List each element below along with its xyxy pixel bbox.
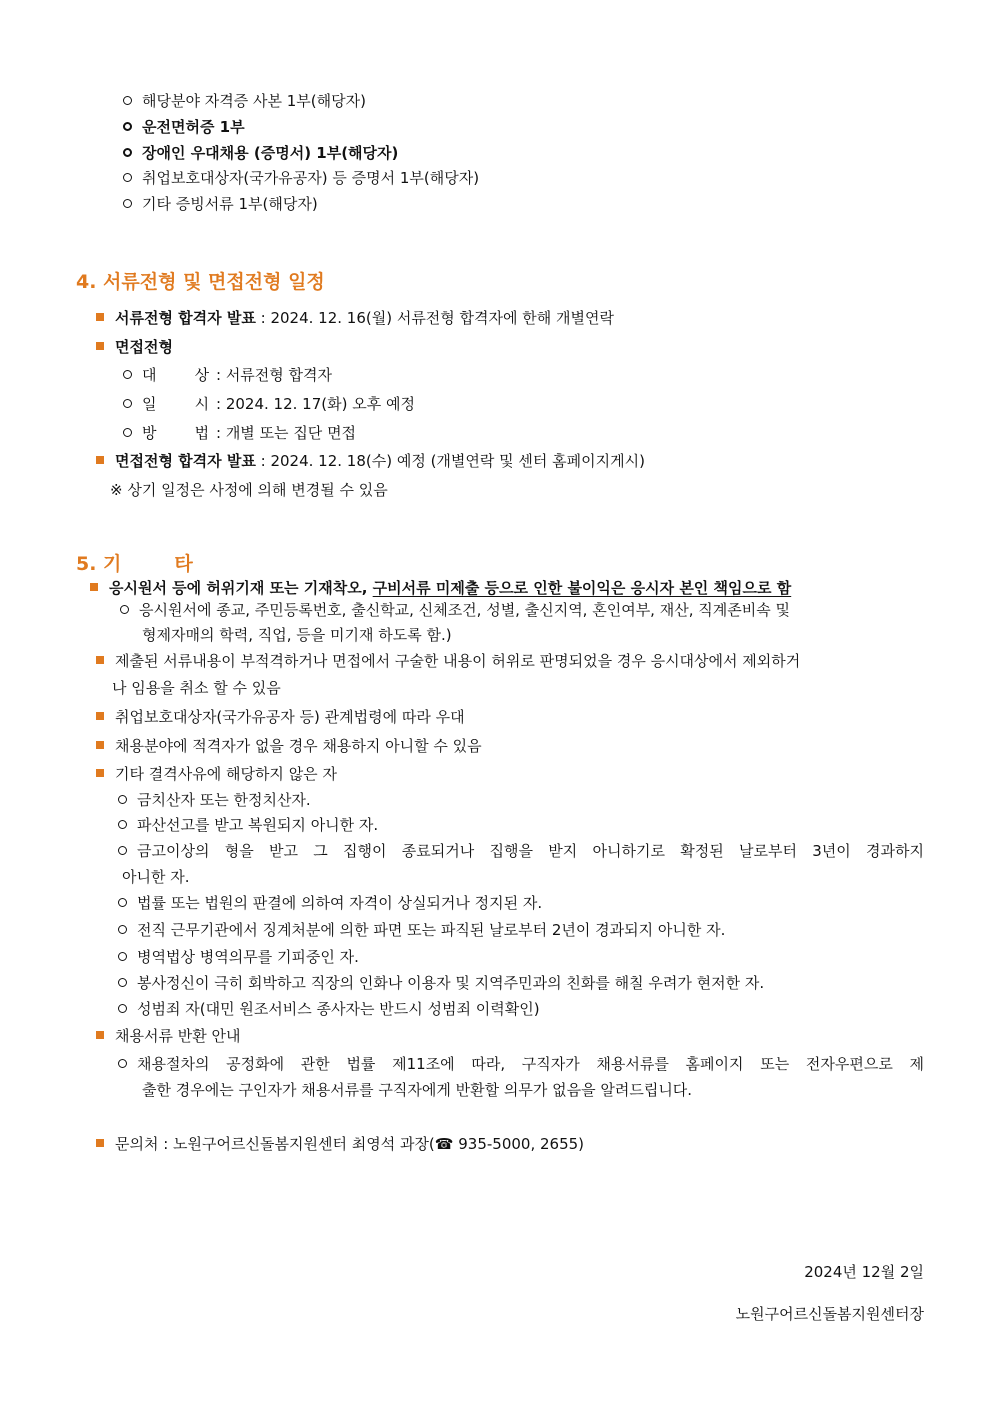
disq-item: 파산선고를 받고 복원되지 아니한 자.: [118, 815, 378, 835]
submitted-line2: 나 임용을 취소 할 수 있음: [112, 679, 281, 697]
circle-bullet-icon: [118, 898, 127, 907]
circle-bullet-icon: [118, 1004, 127, 1013]
interview-date: 일 시 : 2024. 12. 17(화) 오후 예정: [123, 394, 415, 414]
square-bullet-icon: [96, 712, 104, 720]
disq-item: 병역법상 병역의무를 기피중인 자.: [118, 947, 359, 967]
circle-bullet-icon: [118, 846, 127, 855]
doc-item-veteran-cert: 취업보호대상자(국가유공자) 등 증명서 1부(해당자): [123, 168, 479, 188]
return-docs-line1: 채용절차의 공정화에 관한 법률 제11조에 따라, 구직자가 채용서류를 홈페이지 또는 전자우편으로 제: [118, 1054, 924, 1074]
square-bullet-icon: [96, 741, 104, 749]
circle-bullet-icon: [123, 399, 132, 408]
phone-icon: ☎: [434, 1135, 454, 1153]
square-bullet-icon: [96, 656, 104, 664]
disq-item-continued: 아니한 자.: [122, 868, 190, 886]
disqualification-title: 기타 결격사유에 해당하지 않은 자: [96, 764, 337, 784]
circle-bullet-icon: [118, 1059, 127, 1068]
disq-item: 성범죄 자(대민 원조서비스 종사자는 반드시 성범죄 이력확인): [118, 999, 540, 1019]
issue-date: 2024년 12월 2일: [804, 1263, 924, 1281]
circle-bullet-icon: [118, 925, 127, 934]
veterans-line: 취업보호대상자(국가유공자 등) 관계법령에 따라 우대: [96, 707, 465, 727]
square-bullet-icon: [90, 583, 98, 591]
circle-bullet-icon: [123, 122, 132, 131]
doc-item-other-proof: 기타 증빙서류 1부(해당자): [123, 194, 318, 214]
doc-item-driver-license: 운전면허증 1부: [123, 117, 245, 137]
interview-heading: 면접전형: [96, 337, 173, 357]
circle-bullet-icon: [118, 795, 127, 804]
doc-result-line: 서류전형 합격자 발표 : 2024. 12. 16(월) 서류전형 합격자에 한해 개별연락: [96, 308, 614, 328]
false-info-sub-line1: 응시원서에 종교, 주민등록번호, 출신학교, 신체조건, 성별, 출신지역, 혼인여부, 재산, 직계존비속 및: [120, 600, 790, 620]
circle-bullet-icon: [118, 952, 127, 961]
schedule-note: ※ 상기 일정은 사정에 의해 변경될 수 있음: [110, 481, 388, 499]
circle-bullet-icon: [120, 605, 129, 614]
disq-item: 금고이상의 형을 받고 그 집행이 종료되거나 집행을 받지 아니하기로 확정된 날로부터 3년이 경과하지: [118, 841, 924, 861]
return-docs-line2: 출한 경우에는 구인자가 채용서류를 구직자에게 반환할 의무가 없음을 알려드립니다.: [142, 1081, 693, 1099]
submitted-line1: 제출된 서류내용이 부적격하거나 면접에서 구술한 내용이 허위로 판명되었을 경우 응시대상에서 제외하거: [96, 651, 800, 671]
doc-item-disability-cert: 장애인 우대채용 (증명서) 1부(해당자): [123, 143, 398, 163]
disq-item: 법률 또는 법원의 판결에 의하여 자격이 상실되거나 정지된 자.: [118, 893, 542, 913]
square-bullet-icon: [96, 769, 104, 777]
circle-bullet-icon: [118, 978, 127, 987]
square-bullet-icon: [96, 313, 104, 321]
return-docs-title: 채용서류 반환 안내: [96, 1026, 240, 1046]
circle-bullet-icon: [123, 370, 132, 379]
disq-item: 봉사정신이 극히 회박하고 직장의 인화나 이용자 및 지역주민과의 친화를 해칠 우려가 현저한 자.: [118, 973, 764, 993]
circle-bullet-icon: [123, 199, 132, 208]
disq-item: 전직 근무기관에서 징계처분에 의한 파면 또는 파직된 날로부터 2년이 경과되지 아니한 자.: [118, 920, 725, 940]
false-info-line: 응시원서 등에 허위기재 또는 기재착오, 구비서류 미제출 등으로 인한 불이익은 응시자 본인 책임으로 함: [90, 578, 791, 598]
final-result-line: 면접전형 합격자 발표 : 2024. 12. 18(수) 예정 (개별연락 및 센터 홈페이지게시): [96, 451, 645, 471]
contact-line: 문의처 : 노원구어르신돌봄지원센터 최영석 과장(☎ 935-5000, 2655): [96, 1134, 584, 1154]
circle-bullet-icon: [123, 148, 132, 157]
square-bullet-icon: [96, 1031, 104, 1039]
square-bullet-icon: [96, 1139, 104, 1147]
signature-org: 노원구어르신돌봄지원센터장: [735, 1305, 924, 1323]
disq-item: 금치산자 또는 한정치산자.: [118, 790, 311, 810]
false-info-sub-line2: 형제자매의 학력, 직업, 등을 미기재 하도록 함.): [142, 626, 452, 644]
circle-bullet-icon: [123, 428, 132, 437]
doc-item-license-copy: 해당분야 자격증 사본 1부(해당자): [123, 91, 366, 111]
circle-bullet-icon: [123, 173, 132, 182]
no-qualified-line: 채용분야에 적격자가 없을 경우 채용하지 아니할 수 있음: [96, 736, 482, 756]
circle-bullet-icon: [118, 820, 127, 829]
circle-bullet-icon: [123, 96, 132, 105]
interview-target: 대 상 : 서류전형 합격자: [123, 365, 332, 385]
interview-method: 방 법 : 개별 또는 집단 면접: [123, 423, 356, 443]
square-bullet-icon: [96, 342, 104, 350]
section5-title: 5. 기 타: [76, 553, 193, 575]
square-bullet-icon: [96, 456, 104, 464]
section4-title: 4. 서류전형 및 면접전형 일정: [76, 271, 325, 293]
